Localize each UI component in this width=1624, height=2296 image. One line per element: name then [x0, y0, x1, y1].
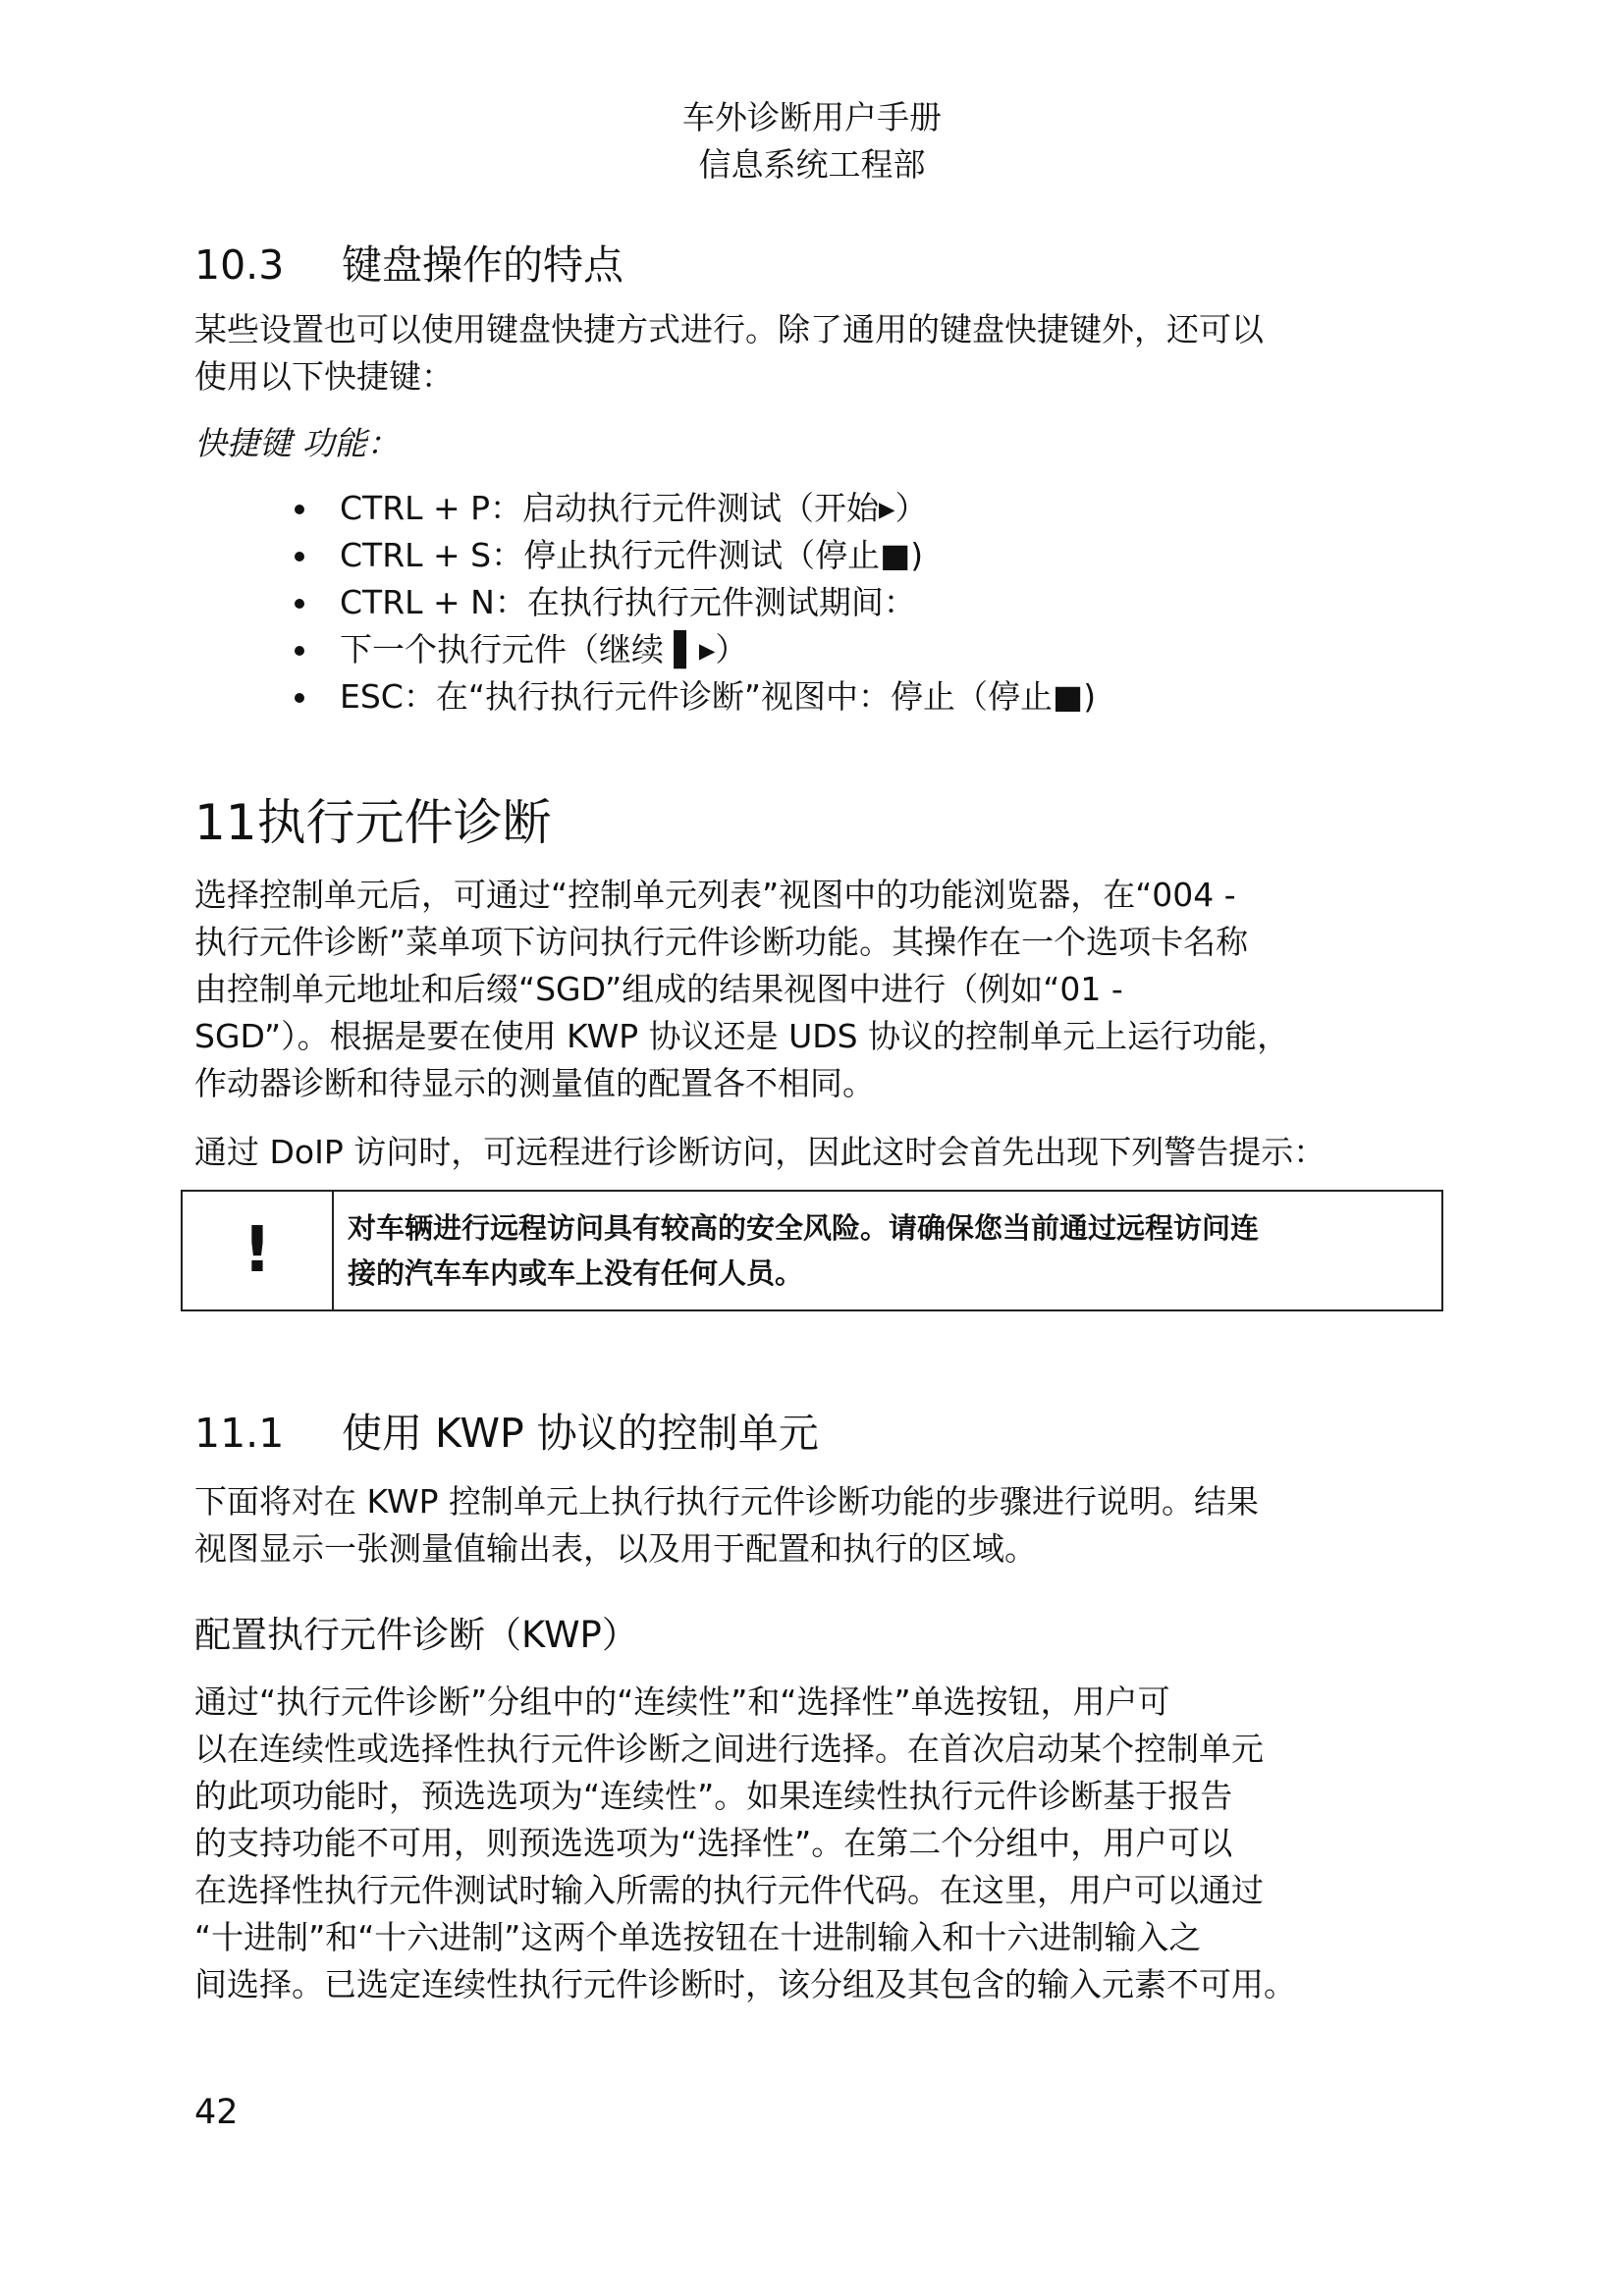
list-item: CTRL + S：停止执行元件测试（停止■)	[295, 532, 1096, 579]
paragraph-line: 间选择。已选定连续性执行元件诊断时，该分组及其包含的输入元素不可用。	[194, 1965, 1296, 2003]
paragraph-line: 的此项功能时，预选选项为“连续性”。如果连续性执行元件诊断基于报告	[194, 1777, 1233, 1815]
list-item: CTRL + P：启动执行元件测试（开始▸）	[295, 485, 1096, 532]
header-title: 车外诊断用户手册	[682, 98, 942, 136]
section-10-3-intro	[194, 306, 1439, 400]
paragraph-line: “十进制”和“十六进制”这两个单选按钮在十进制输入和十六进制输入之	[194, 1918, 1202, 1956]
list-item: 下一个执行元件（继续 ▌▸）	[295, 626, 1096, 673]
paragraph-line: 由控制单元地址和后缀“SGD”组成的结果视图中进行（例如“01 -	[194, 970, 1123, 1008]
paragraph-line: 选择控制单元后，可通过“控制单元列表”视图中的功能浏览器，在“004 -	[194, 876, 1236, 914]
list-item: ESC：在“执行执行元件诊断”视图中：停止（停止■)	[295, 673, 1096, 721]
exclamation-icon: !	[243, 1214, 272, 1287]
config-subheading: 配置执行元件诊断（KWP）	[194, 1614, 638, 1656]
paragraph-line: 以在连续性或选择性执行元件诊断之间进行选择。在首次启动某个控制单元	[194, 1730, 1264, 1768]
header-department: 信息系统工程部	[698, 145, 926, 184]
page-header	[0, 94, 1624, 188]
warning-line: 对车辆进行远程访问具有较高的安全风险。请确保您当前通过远程访问连	[348, 1211, 1260, 1245]
page-number: 42	[194, 2093, 239, 2132]
section-number: 10.3	[194, 241, 285, 289]
paragraph-line: 使用以下快捷键：	[194, 357, 454, 396]
section-11-1-heading	[194, 1406, 819, 1461]
section-10-3-heading	[194, 238, 623, 293]
paragraph-line: SGD”）。根据是要在使用 KWP 协议还是 UDS 协议的控制单元上运行功能，	[194, 1017, 1290, 1055]
section-title: 键盘操作的特点	[342, 241, 623, 289]
paragraph-line: 下面将对在 KWP 控制单元上执行执行元件诊断功能的步骤进行说明。结果	[194, 1482, 1259, 1521]
paragraph-line: 作动器诊断和待显示的测量值的配置各不相同。	[194, 1064, 875, 1102]
warning-line: 接的汽车车内或车上没有任何人员。	[348, 1256, 804, 1290]
config-paragraph	[194, 1679, 1439, 2008]
section-11-1-paragraph	[194, 1478, 1439, 1573]
doip-paragraph: 通过 DoIP 访问时，可远程进行诊断访问，因此这时会首先出现下列警告提示：	[194, 1133, 1326, 1171]
warning-box	[181, 1190, 1443, 1311]
section-title: 使用 KWP 协议的控制单元	[342, 1410, 819, 1457]
section-11-heading: 11执行元件诊断	[194, 794, 552, 851]
shortcut-caption: 快捷键 功能：	[194, 424, 400, 462]
paragraph-line: 执行元件诊断”菜单项下访问执行元件诊断功能。其操作在一个选项卡名称	[194, 923, 1249, 961]
shortcut-list	[295, 485, 1096, 721]
paragraph-line: 的支持功能不可用，则预选选项为“选择性”。在第二个分组中，用户可以	[194, 1824, 1233, 1862]
paragraph-line: 通过“执行元件诊断”分组中的“连续性”和“选择性”单选按钮，用户可	[194, 1682, 1170, 1721]
section-11-paragraph	[194, 872, 1439, 1107]
paragraph-line: 某些设置也可以使用键盘快捷方式进行。除了通用的键盘快捷键外，还可以	[194, 310, 1264, 348]
paragraph-line: 在选择性执行元件测试时输入所需的执行元件代码。在这里，用户可以通过	[194, 1871, 1264, 1909]
warning-icon-cell	[183, 1192, 334, 1309]
section-number: 11.1	[194, 1410, 285, 1457]
paragraph-line: 视图显示一张测量值输出表，以及用于配置和执行的区域。	[194, 1529, 1037, 1568]
list-item: CTRL + N：在执行执行元件测试期间：	[295, 579, 1096, 626]
warning-text	[334, 1192, 1441, 1309]
